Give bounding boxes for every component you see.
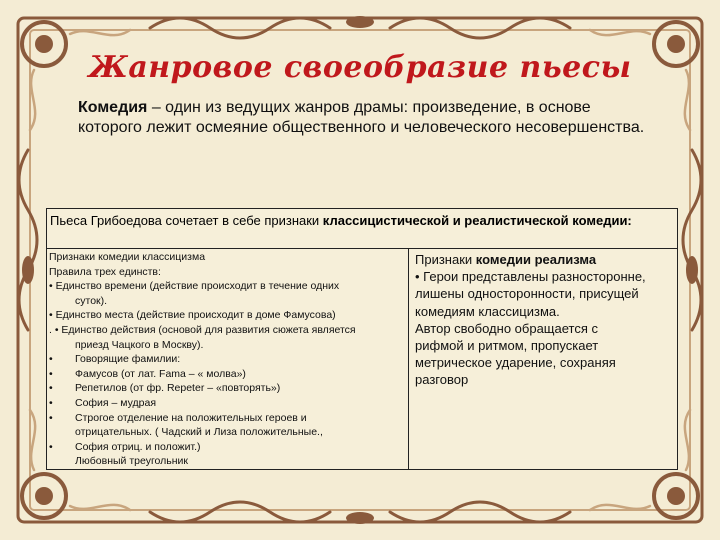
list-item: отрицательных. ( Чадский и Лиза положительные.,	[75, 426, 323, 439]
table-intro-text: Пьеса Грибоедова сочетает в себе признаки	[50, 213, 323, 228]
comedy-definition	[78, 98, 658, 138]
features-table	[46, 208, 678, 470]
classicism-line: Правила трех единств:	[49, 265, 161, 278]
list-item: • София отриц. и положит.)	[49, 440, 201, 453]
classicism-line: • Единство места (действие происходит в доме Фамусова)	[49, 309, 336, 322]
realism-line: рифмой и ритмом, пропускает	[415, 338, 599, 354]
realism-heading: Признаки комедии реализма	[415, 252, 597, 267]
classicism-line: . • Единство действия (основой для развития сюжета является	[49, 323, 356, 336]
table-intro-bold: классицистической и реалистической комедии:	[322, 213, 632, 228]
list-item: Любовный треугольник	[75, 455, 189, 468]
classicism-line: • Единство времени (действие происходит в течение одних	[49, 280, 340, 293]
classicism-column	[47, 249, 409, 469]
classicism-line: приезд Чацкого в Москву).	[75, 338, 204, 351]
classicism-line: Признаки комедии классицизма	[49, 251, 206, 263]
definition-term: Комедия	[78, 99, 148, 116]
realism-line: комедиям классицизма.	[415, 303, 560, 319]
page-title: Жанровое своеобразие пьесы	[88, 50, 632, 85]
realism-line: Автор свободно обращается с	[415, 320, 598, 336]
list-item: • София – мудрая	[49, 396, 157, 409]
realism-line: • Герои представлены разносторонне,	[415, 269, 646, 285]
realism-column	[409, 249, 677, 469]
realism-line: метрическое ударение, сохраняя	[415, 355, 616, 371]
list-item: • Фамусов (от лат. Fama – « молва»)	[49, 367, 246, 380]
table-intro	[47, 209, 677, 249]
definition-text: – один из ведущих жанров драмы: произведение, в основе которого лежит осмеяние общественного и человеческого несовершенства.	[78, 99, 645, 136]
list-item: • Репетилов (от фр. Repeter – «повторять»)	[49, 382, 281, 395]
list-item: • Говорящие фамилии:	[49, 353, 181, 366]
list-item: • Строгое отделение на положительных героев и	[49, 411, 307, 424]
realism-line: разговор	[415, 372, 469, 388]
classicism-line: суток).	[75, 294, 108, 307]
realism-line: лишены односторонности, присущей	[415, 286, 639, 302]
